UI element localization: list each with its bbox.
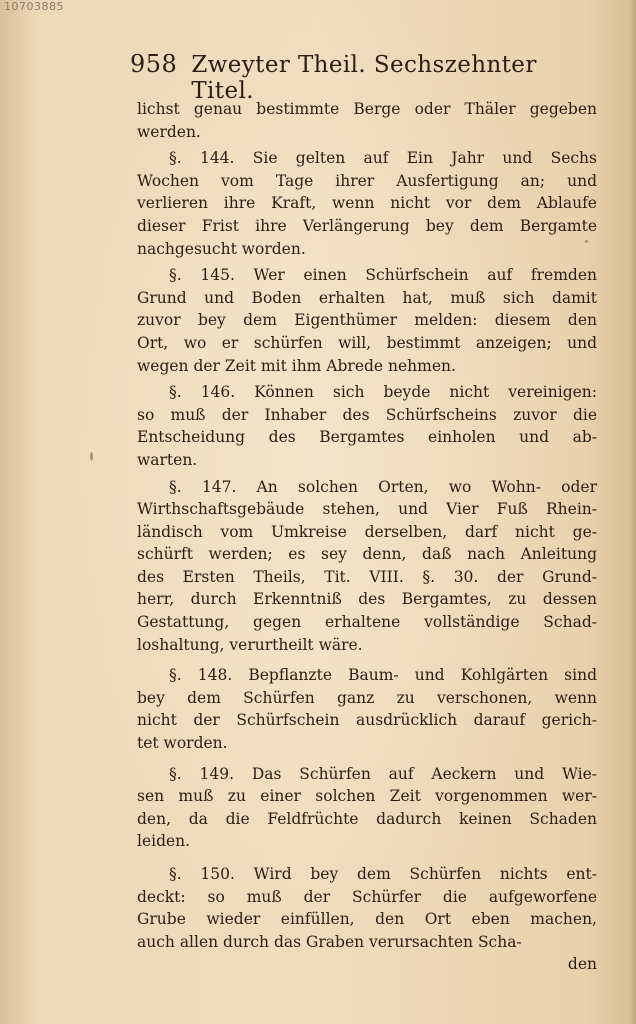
text-line: so muß der Inhaber des Schürfscheins zuvor die	[137, 405, 597, 424]
text-line: des Ersten Theils, Tit. VIII. §. 30. der Grund-	[137, 567, 597, 586]
paper-speck	[90, 452, 93, 461]
text-line: Wochen vom Tage ihrer Ausfertigung an; und	[137, 171, 597, 190]
paragraph	[137, 147, 597, 260]
page-number: 958	[130, 50, 178, 78]
text-line: zuvor bey dem Eigenthümer melden: diesem den	[137, 311, 597, 330]
text-line: Grund und Boden erhalten hat, muß sich damit	[137, 288, 597, 307]
text-line: werden.	[137, 122, 201, 141]
text-line: herr, durch Erkenntniß des Bergamtes, zu dessen	[137, 590, 597, 609]
text-line: nachgesucht worden.	[137, 239, 306, 258]
paragraph	[137, 863, 597, 953]
text-line: §. 145. Wer einen Schürfschein auf fremden	[169, 266, 597, 285]
paragraph	[137, 763, 597, 853]
text-line: tet worden.	[137, 734, 228, 753]
text-line: warten.	[137, 450, 198, 469]
text-line: Ort, wo er schürfen will, bestimmt anzeigen; und	[137, 333, 597, 352]
text-line: auch allen durch das Graben verursachten Scha-	[137, 932, 522, 951]
text-line: leiden.	[137, 832, 191, 851]
text-line: §. 144. Sie gelten auf Ein Jahr und Sechs	[169, 149, 597, 168]
text-line: schürft werden; es sey denn, daß nach Anleitung	[137, 545, 597, 564]
catchword: den	[567, 955, 597, 974]
paragraph	[137, 381, 597, 471]
text-line: verlieren ihre Kraft, wenn nicht vor dem Ablaufe	[137, 194, 597, 213]
body-text	[137, 98, 597, 976]
text-line: §. 149. Das Schürfen auf Aeckern und Wie-	[169, 764, 597, 783]
running-header	[130, 50, 570, 104]
text-line: ländisch vom Umkreise derselben, darf nicht ge-	[137, 522, 597, 541]
library-stamp: 10703885	[4, 0, 64, 13]
text-line: §. 146. Können sich beyde nicht vereinigen:	[169, 383, 597, 402]
paper-speck	[585, 240, 588, 243]
text-line: sen muß zu einer solchen Zeit vorgenommen wer-	[137, 787, 597, 806]
paragraph	[137, 476, 597, 657]
text-line: Gestattung, gegen erhaltene vollständige Schad-	[137, 613, 597, 632]
text-line: Grube wieder einfüllen, den Ort eben machen,	[137, 910, 597, 929]
text-line: §. 147. An solchen Orten, wo Wohn- oder	[169, 477, 597, 496]
text-line: wegen der Zeit mit ihm Abrede nehmen.	[137, 356, 456, 375]
paragraph	[137, 98, 597, 143]
text-line: deckt: so muß der Schürfer die aufgeworfene	[137, 887, 597, 906]
text-line: §. 148. Bepflanzte Baum- und Kohlgärten sind	[169, 666, 597, 685]
text-line: loshaltung, verurtheilt wäre.	[137, 635, 363, 654]
text-line: Entscheidung des Bergamtes einholen und ab-	[137, 428, 597, 447]
text-line: lichst genau bestimmte Berge oder Thäler gegeben	[137, 100, 597, 118]
text-line: Wirthschaftsgebäude stehen, und Vier Fuß Rhein-	[137, 500, 597, 519]
text-line: den, da die Feldfrüchte dadurch keinen Schaden	[137, 809, 597, 828]
running-title: Zweyter Theil. Sechszehnter Titel.	[191, 52, 537, 104]
paragraph	[137, 264, 597, 377]
page-edge-shadow	[630, 0, 636, 1024]
text-line: bey dem Schürfen ganz zu verschonen, wenn	[137, 688, 597, 707]
text-line: §. 150. Wird bey dem Schürfen nichts ent-	[169, 865, 597, 883]
text-line: nicht der Schürfschein ausdrücklich darauf gerich-	[137, 711, 597, 730]
text-line: dieser Frist ihre Verlängerung bey dem Bergamte	[137, 216, 597, 235]
paragraph	[137, 664, 597, 754]
